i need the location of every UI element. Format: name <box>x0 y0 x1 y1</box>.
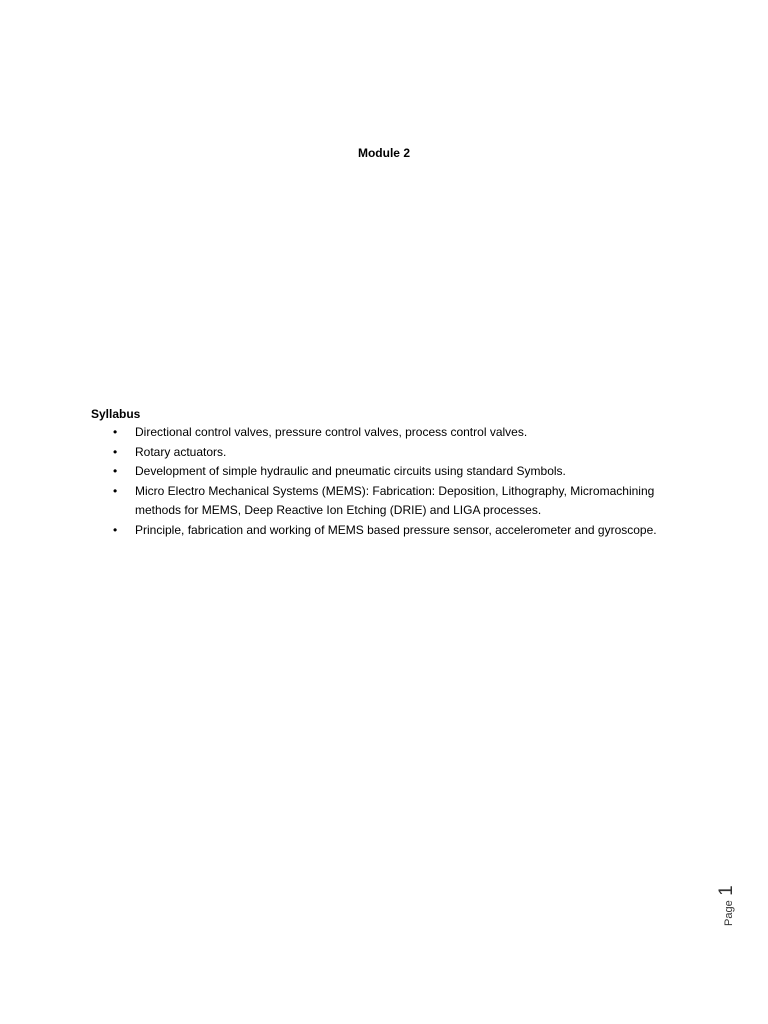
list-item <box>91 521 701 541</box>
list-item-text: Principle, fabrication and working of MEMS based pressure sensor, accelerometer and gyroscope. <box>135 522 657 537</box>
list-item-text: Micro Electro Mechanical Systems (MEMS): Fabrication: Deposition, Lithography, Micromachining methods for MEMS, Deep Reactive Ion Etching (DRIE) and LIGA processes. <box>135 483 655 517</box>
page-number-footer <box>702 886 746 926</box>
bullet-icon: • <box>113 522 118 537</box>
list-item-text: Rotary actuators. <box>135 444 227 459</box>
list-item-text: Directional control valves, pressure control valves, process control valves. <box>135 425 528 439</box>
syllabus-heading: Syllabus <box>91 407 141 421</box>
list-item-text: Development of simple hydraulic and pneumatic circuits using standard Symbols. <box>135 464 566 478</box>
bullet-icon: • <box>113 483 118 498</box>
bullet-icon: • <box>113 444 118 459</box>
page-title: Module 2 <box>357 146 410 160</box>
list-item <box>91 462 701 482</box>
list-item <box>91 423 701 443</box>
list-item <box>91 443 701 463</box>
page-number: 1 <box>716 885 737 896</box>
bullet-icon: • <box>113 425 118 439</box>
page-word: Page <box>723 900 735 926</box>
syllabus-section <box>91 406 701 540</box>
bullet-icon: • <box>113 464 118 478</box>
list-item <box>91 482 701 521</box>
syllabus-list <box>91 423 701 540</box>
